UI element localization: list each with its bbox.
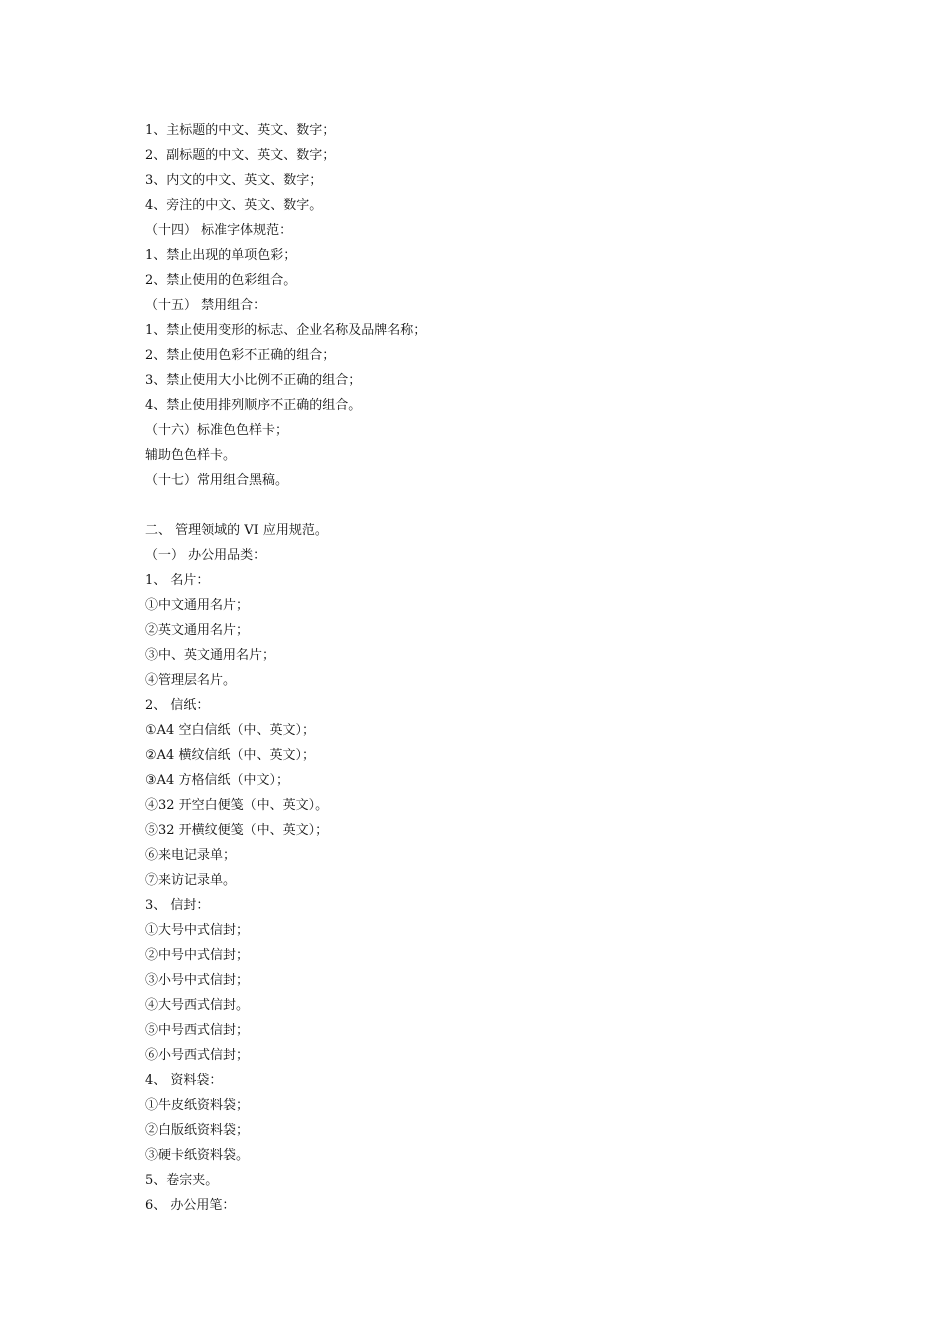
- subsection-heading: 4、 资料袋：: [145, 1073, 223, 1088]
- list-item: ②英文通用名片；: [145, 623, 250, 638]
- chapter-heading: 二、 管理领域的 VI 应用规范。: [145, 523, 328, 538]
- list-item: ①A4 空白信纸（中、英文）；: [145, 723, 315, 738]
- list-item: ⑤32 开横纹便笺（中、英文）；: [145, 823, 329, 838]
- blank-line: [145, 493, 845, 518]
- list-item: ④32 开空白便笺（中、英文）。: [145, 798, 329, 813]
- subsection-heading: 6、 办公用笔：: [145, 1198, 236, 1213]
- list-item: ②中号中式信封；: [145, 948, 250, 963]
- text-line: 4、旁注的中文、英文、数字。: [145, 198, 323, 213]
- list-item: ②A4 横纹信纸（中、英文）；: [145, 748, 315, 763]
- list-item: ⑥来电记录单；: [145, 848, 237, 863]
- document-body: [145, 118, 845, 1218]
- list-item: ③硬卡纸资料袋。: [145, 1148, 250, 1163]
- list-item: ②白版纸资料袋；: [145, 1123, 250, 1138]
- list-item: ①中文通用名片；: [145, 598, 250, 613]
- text-line: 辅助色色样卡。: [145, 448, 237, 463]
- text-line: 2、禁止使用的色彩组合。: [145, 273, 297, 288]
- text-line: 2、副标题的中文、英文、数字；: [145, 148, 336, 163]
- section-heading: （十五） 禁用组合：: [145, 298, 267, 313]
- list-item: ③小号中式信封；: [145, 973, 250, 988]
- subsection-heading: 1、 名片：: [145, 573, 210, 588]
- text-line: 1、主标题的中文、英文、数字；: [145, 123, 336, 138]
- subsection-heading: 3、 信封：: [145, 898, 210, 913]
- section-heading: （十六）标准色色样卡；: [145, 423, 289, 438]
- list-item: ⑥小号西式信封；: [145, 1048, 250, 1063]
- list-item: ①大号中式信封；: [145, 923, 250, 938]
- list-item: ④管理层名片。: [145, 673, 237, 688]
- text-line: 3、禁止使用大小比例不正确的组合；: [145, 373, 362, 388]
- list-item: ③中、英文通用名片；: [145, 648, 276, 663]
- list-item: ⑦来访记录单。: [145, 873, 237, 888]
- section-heading: （十七）常用组合黑稿。: [145, 473, 289, 488]
- list-item: ④大号西式信封。: [145, 998, 250, 1013]
- text-line: 1、禁止出现的单项色彩；: [145, 248, 297, 263]
- section-heading: （十四） 标准字体规范：: [145, 223, 293, 238]
- list-item: ⑤中号西式信封；: [145, 1023, 250, 1038]
- text-line: 2、禁止使用色彩不正确的组合；: [145, 348, 336, 363]
- subsection-heading: 5、卷宗夹。: [145, 1173, 219, 1188]
- text-line: 3、内文的中文、英文、数字；: [145, 173, 323, 188]
- text-line: 4、禁止使用排列顺序不正确的组合。: [145, 398, 362, 413]
- section-heading: （一） 办公用品类：: [145, 548, 267, 563]
- subsection-heading: 2、 信纸：: [145, 698, 210, 713]
- text-line: 1、禁止使用变形的标志、企业名称及品牌名称；: [145, 323, 427, 338]
- list-item: ③A4 方格信纸（中文）；: [145, 773, 289, 788]
- list-item: ①牛皮纸资料袋；: [145, 1098, 250, 1113]
